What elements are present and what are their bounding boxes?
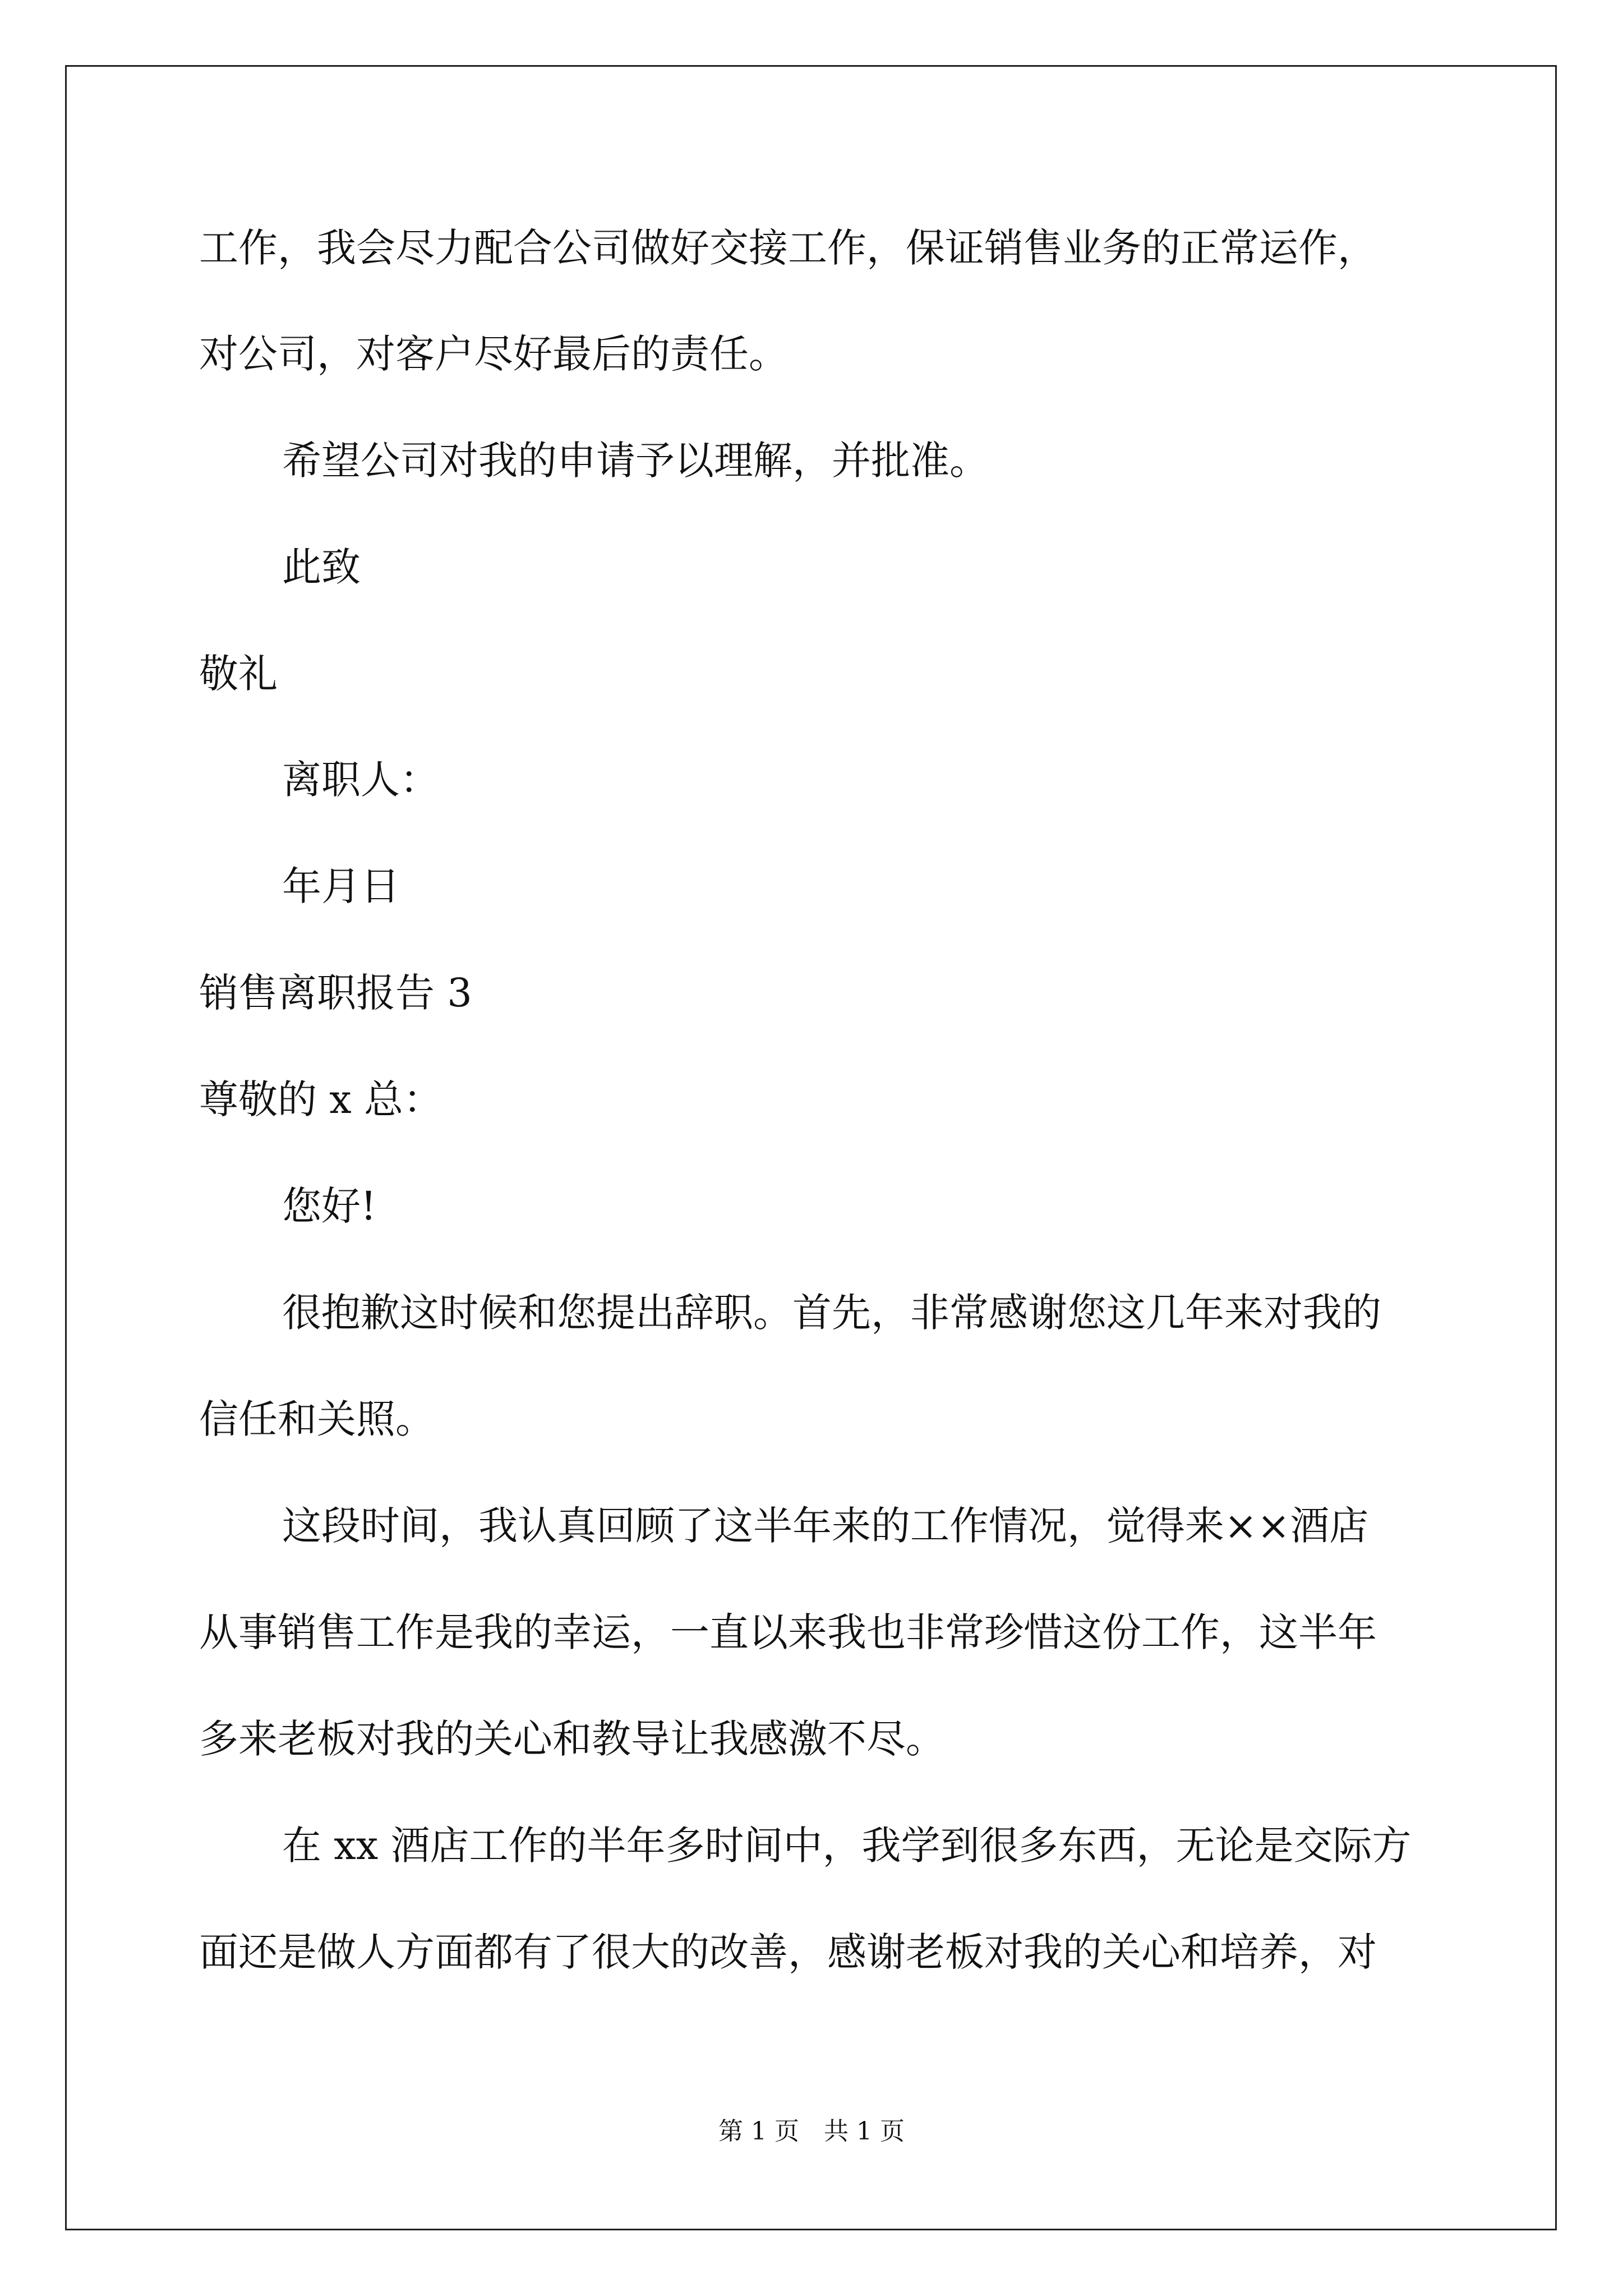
page-border <box>65 65 1557 2230</box>
date-label: 年月日 <box>282 863 400 909</box>
section-heading: 销售离职报告 3 <box>199 970 472 1016</box>
text-line: 多来老板对我的关心和教导让我感激不尽。 <box>199 1716 945 1762</box>
text-line: 您好! <box>282 1183 377 1229</box>
text-line: 工作，我会尽力配合公司做好交接工作，保证销售业务的正常运作， <box>199 225 1377 271</box>
text-line: 信任和关照。 <box>199 1396 435 1442</box>
greeting: 尊敬的 x 总： <box>199 1076 442 1122</box>
text-line: 希望公司对我的申请予以理解，并批准。 <box>282 438 989 484</box>
text-line: 这段时间，我认真回顾了这半年来的工作情况，觉得来××酒店 <box>282 1503 1369 1549</box>
closing-salutation: 此致 <box>282 544 361 590</box>
text-line: 很抱歉这时候和您提出辞职。首先，非常感谢您这几年来对我的 <box>282 1290 1381 1336</box>
closing-regards: 敬礼 <box>199 651 278 697</box>
text-line: 从事销售工作是我的幸运，一直以来我也非常珍惜这份工作，这半年 <box>199 1609 1377 1655</box>
text-line: 面还是做人方面都有了很大的改善，感谢老板对我的关心和培养，对 <box>199 1929 1377 1975</box>
page-footer: 第 1 页 共 1 页 <box>718 2117 905 2146</box>
signature-label: 离职人： <box>282 757 439 803</box>
text-line: 对公司，对客户尽好最后的责任。 <box>199 331 788 377</box>
text-line: 在 xx 酒店工作的半年多时间中，我学到很多东西，无论是交际方 <box>282 1823 1412 1869</box>
